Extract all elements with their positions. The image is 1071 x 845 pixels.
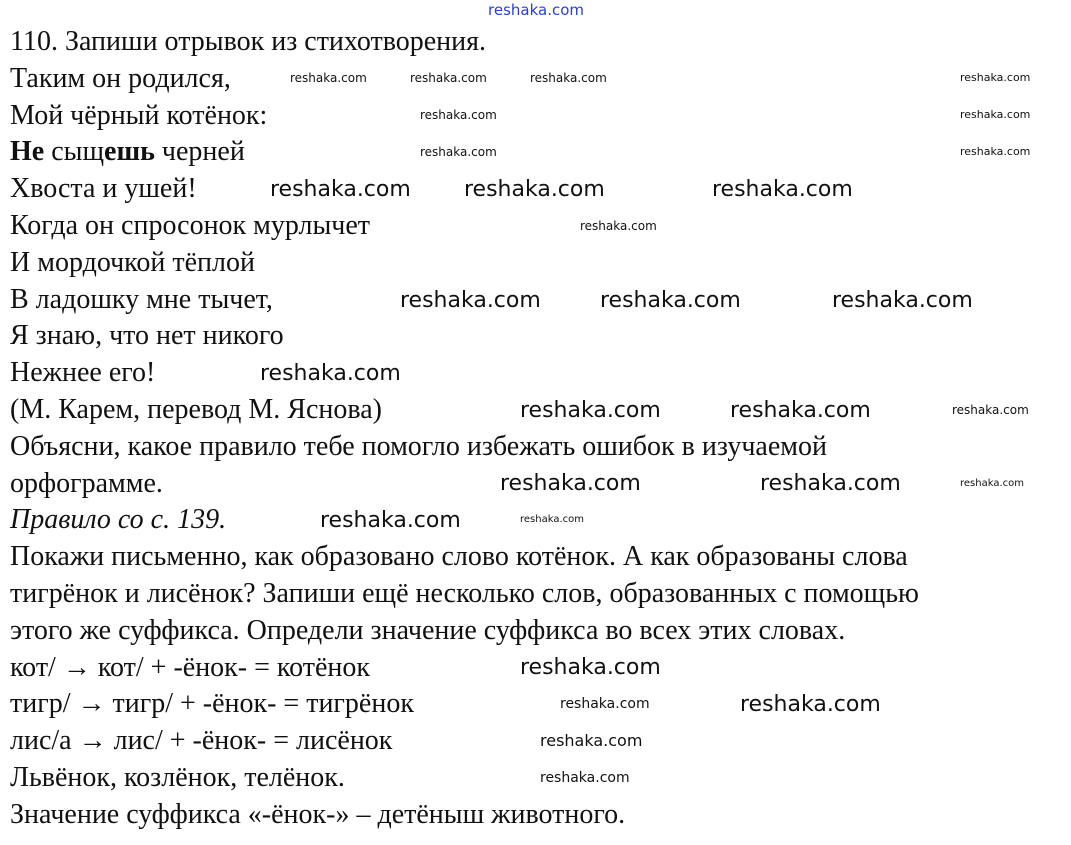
watermark: reshaka.com	[712, 177, 853, 202]
text-segment: кот/ → кот/ + -ёнок- = котёнок	[10, 651, 370, 683]
text-segment: этого же суффикса. Определи значение суффикса во всех этих словах.	[10, 614, 846, 646]
text-line	[10, 686, 414, 723]
text-line	[10, 245, 255, 282]
text-segment: Объясни, какое правило тебе помогло избежать ошибок в изучаемой	[10, 430, 827, 462]
watermark: reshaka.com	[400, 288, 541, 313]
text-segment: В ладошку мне тычет,	[10, 283, 273, 315]
watermark: reshaka.com	[540, 731, 643, 750]
text-line	[10, 171, 197, 208]
text-segment: Хвоста и ушей!	[10, 173, 197, 205]
text-line	[10, 392, 382, 429]
text-segment: И мордочкой тёплой	[10, 246, 255, 278]
watermark: reshaka.com	[760, 471, 901, 496]
watermark: reshaka.com	[832, 288, 973, 313]
watermark: reshaka.com	[540, 770, 630, 786]
watermark: reshaka.com	[600, 288, 741, 313]
text-segment: орфограмме.	[10, 467, 163, 499]
text-segment: Нежнее его!	[10, 357, 156, 389]
text-line	[10, 576, 919, 613]
text-line	[10, 502, 226, 539]
text-segment: Львёнок, козлёнок, телёнок.	[10, 761, 345, 793]
text-segment: Не	[10, 136, 45, 168]
watermark: reshaka.com	[260, 361, 401, 386]
text-segment: тигр/ → тигр/ + -ёнок- = тигрёнок	[10, 688, 414, 720]
watermark: reshaka.com	[270, 177, 411, 202]
text-segment: Я знаю, что нет никого	[10, 320, 284, 352]
text-line	[10, 24, 486, 61]
text-segment: Правило со с. 139.	[10, 504, 227, 536]
watermark: reshaka.com	[488, 1, 584, 19]
watermark: reshaka.com	[960, 108, 1031, 121]
watermark: reshaka.com	[960, 478, 1024, 489]
watermark: reshaka.com	[500, 471, 641, 496]
text-segment: ешь	[104, 136, 155, 168]
watermark: reshaka.com	[420, 108, 497, 122]
text-line	[10, 355, 155, 392]
text-line	[10, 539, 908, 576]
watermark: reshaka.com	[520, 655, 661, 680]
text-line	[10, 797, 625, 834]
text-line	[10, 318, 284, 355]
watermark: reshaka.com	[530, 71, 607, 85]
text-line	[10, 134, 245, 171]
text-segment: Таким он родился,	[10, 62, 231, 94]
text-line	[10, 208, 370, 245]
text-line	[10, 282, 273, 319]
text-segment: сыщ	[44, 136, 105, 168]
text-line	[10, 760, 345, 797]
watermark: reshaka.com	[740, 692, 881, 717]
text-segment: (М. Карем, перевод М. Яснова)	[10, 393, 382, 425]
watermark: reshaka.com	[320, 508, 461, 533]
watermark: reshaka.com	[730, 398, 871, 423]
text-line	[10, 613, 845, 650]
text-line	[10, 98, 267, 135]
watermark: reshaka.com	[960, 71, 1031, 84]
watermark: reshaka.com	[952, 403, 1029, 417]
text-line	[10, 429, 827, 466]
watermark: reshaka.com	[960, 145, 1031, 158]
text-segment: тигрёнок и лисёнок? Запиши ещё несколько слов, образованных с помощью	[10, 577, 919, 609]
text-segment: Значение суффикса «-ёнок-» – детёныш животного.	[10, 798, 626, 830]
watermark: reshaka.com	[420, 145, 497, 159]
watermark: reshaka.com	[580, 219, 657, 233]
text-line	[10, 650, 370, 687]
text-segment: 110. Запиши отрывок из стихотворения.	[10, 26, 487, 57]
watermark: reshaka.com	[464, 177, 605, 202]
text-segment: черней	[154, 136, 245, 168]
watermark: reshaka.com	[410, 71, 487, 85]
text-segment: Когда он спросонок мурлычет	[10, 209, 371, 241]
watermark: reshaka.com	[520, 514, 584, 525]
watermark: reshaka.com	[560, 696, 650, 712]
watermark: reshaka.com	[290, 71, 367, 85]
text-line	[10, 61, 231, 98]
text-segment: Мой чёрный котёнок:	[10, 99, 268, 131]
text-line	[10, 466, 163, 503]
text-segment: лис/а → лис/ + -ёнок- = лисёнок	[10, 725, 393, 757]
text-line	[10, 723, 392, 760]
text-segment: Покажи письменно, как образовано слово котёнок. А как образованы слова	[10, 541, 908, 573]
watermark: reshaka.com	[520, 398, 661, 423]
